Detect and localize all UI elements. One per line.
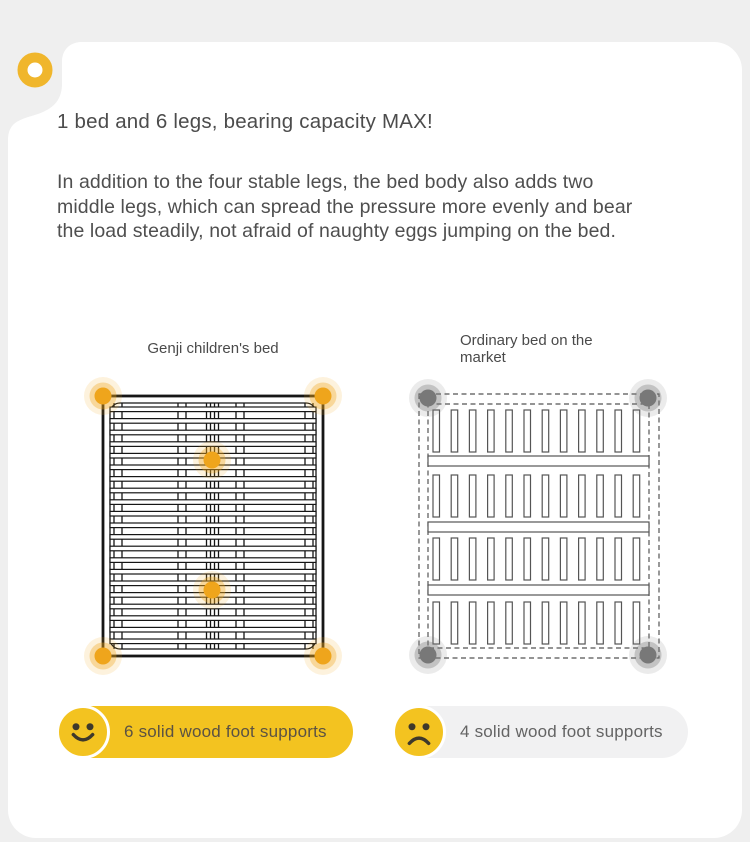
brand-ring-icon — [13, 48, 57, 92]
ordinary-bed-diagram — [400, 373, 675, 683]
label-line: market — [460, 348, 506, 366]
badge-text: 4 solid wood foot supports — [460, 722, 663, 741]
intro-line: the load steadily, not afraid of naughty eggs jumping on the bed. — [57, 220, 617, 243]
badge-text: 6 solid wood foot supports — [124, 722, 327, 741]
genji-bed-diagram — [78, 373, 348, 683]
sad-face-icon — [392, 705, 446, 759]
label-genji-bed: Genji children's bed — [147, 340, 279, 357]
badge-genji-supports — [62, 706, 353, 758]
intro-paragraph — [57, 170, 632, 244]
intro-line: middle legs, which can spread the pressure more evenly and bear — [57, 195, 633, 218]
happy-face-icon — [56, 705, 110, 759]
label-ordinary-bed — [460, 333, 640, 366]
intro-line: In addition to the four stable legs, the bed body also adds two — [57, 171, 594, 193]
badge-ordinary-supports — [398, 706, 688, 758]
headline: 1 bed and 6 legs, bearing capacity MAX! — [57, 110, 433, 133]
label-line: Ordinary bed on the — [460, 332, 593, 349]
